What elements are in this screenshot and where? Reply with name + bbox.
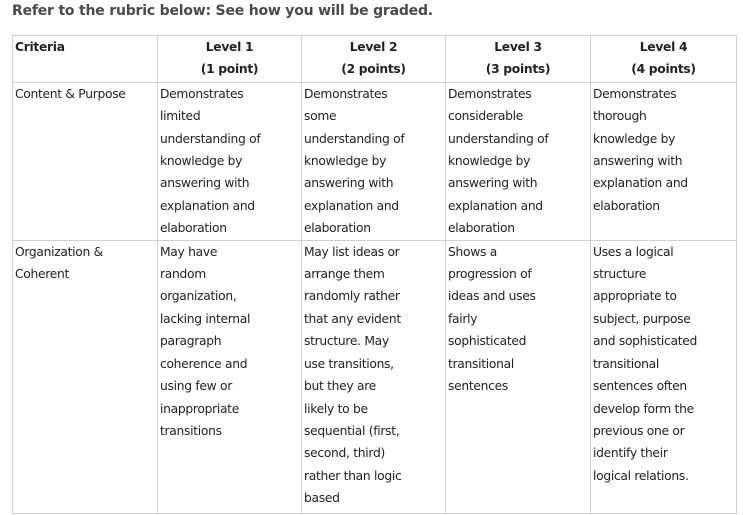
header-level-2-points: (2 points) — [341, 62, 406, 77]
header-criteria — [13, 36, 158, 83]
level-1-description: Demonstrates limited understanding of knowledge by answering with explanation and elaboration — [160, 86, 261, 236]
header-level-1-title: Level 1 — [205, 40, 254, 54]
level-2-cell — [302, 240, 446, 513]
level-2-cell — [302, 82, 446, 240]
level-4-cell — [591, 240, 737, 513]
table-row — [13, 240, 737, 513]
header-level-3-title: Level 3 — [494, 40, 542, 54]
header-level-4-title: Level 4 — [639, 40, 688, 54]
rubric-table — [12, 35, 737, 514]
level-4-cell — [591, 82, 737, 240]
header-level-1-points: (1 point) — [200, 62, 259, 77]
header-level-2-title: Level 2 — [349, 40, 398, 54]
level-3-cell — [446, 82, 591, 240]
header-level-4-points: (4 points) — [631, 62, 696, 77]
level-1-description: May have random organization, lacking internal paragraph coherence and using few or inappropriate transitions — [160, 244, 251, 438]
criteria-label: Organization & Coherent — [15, 244, 103, 282]
header-criteria-label: Criteria — [15, 40, 65, 54]
level-1-cell — [158, 240, 302, 513]
level-1-cell — [158, 82, 302, 240]
criteria-label: Content & Purpose — [15, 86, 126, 101]
header-level-3 — [446, 36, 591, 83]
header-level-1 — [158, 36, 302, 83]
table-row — [13, 82, 737, 240]
header-level-4 — [591, 36, 737, 83]
rubric-intro-heading: Refer to the rubric below: See how you will be graded. — [12, 3, 433, 19]
criteria-cell — [13, 240, 158, 513]
header-row — [13, 36, 737, 83]
level-3-description: Demonstrates considerable understanding of knowledge by answering with explanation and elaboration — [448, 86, 549, 236]
header-level-2 — [302, 36, 446, 83]
header-level-3-points: (3 points) — [485, 62, 551, 77]
level-2-description: May list ideas or arrange them randomly rather that any evident structure. May use transitions, but they are likely to be sequential (first, second, third) rather than logic based — [304, 244, 402, 506]
level-3-cell — [446, 240, 591, 513]
level-3-description: Shows a progression of ideas and uses fairly sophisticated transitional sentences — [448, 244, 536, 394]
level-4-description: Demonstrates thorough knowledge by answering with explanation and elaboration — [593, 86, 688, 213]
level-4-description: Uses a logical structure appropriate to subject, purpose and sophisticated transitional sentences often develop form the previous one or identify their logical relations. — [593, 244, 698, 483]
level-2-description: Demonstrates some understanding of knowledge by answering with explanation and elaboration — [304, 86, 405, 236]
criteria-cell — [13, 82, 158, 240]
